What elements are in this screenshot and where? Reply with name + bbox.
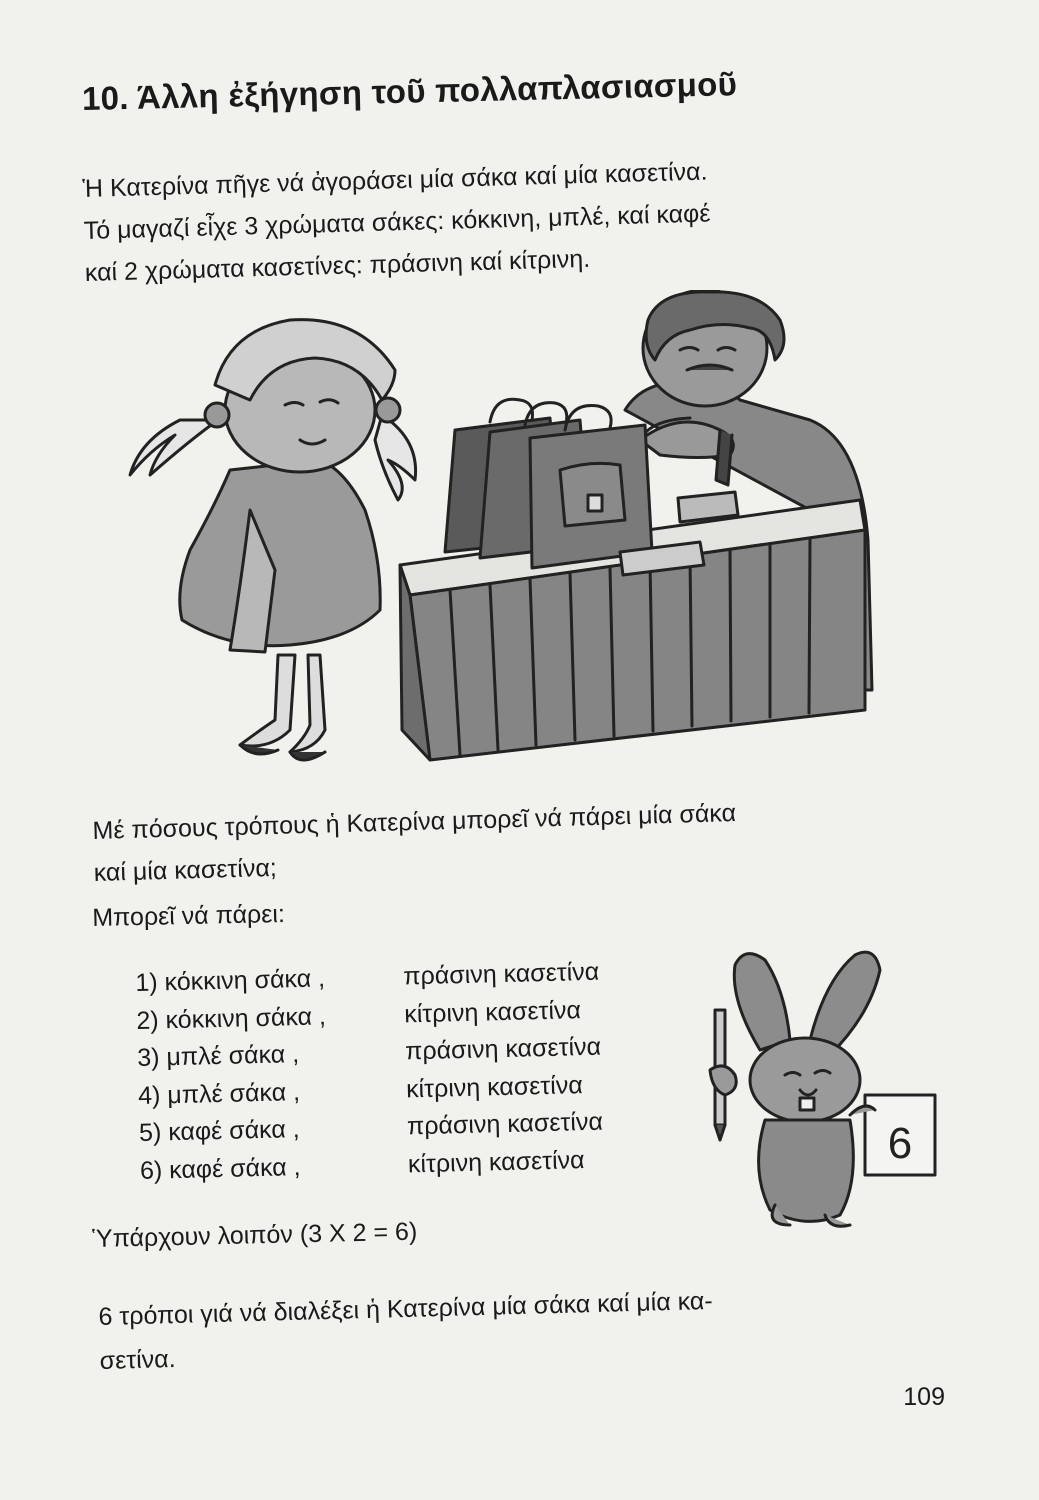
bunny-illustration [690, 940, 950, 1240]
girl-figure [130, 320, 416, 760]
conclusion-paragraph [98, 1279, 714, 1383]
case-option: πράσινη κασετίνα [406, 1107, 604, 1141]
section-title: 10. Άλλη ἐξήγηση τοῦ πολλαπλασιασμοῦ [81, 65, 738, 117]
bag-option: 2) κόκκινη σάκα , [136, 1002, 327, 1035]
can-take-label: Μπορεῖ νά πάρει: [92, 899, 286, 932]
intro-line: Τό μαγαζί εἶχε 3 χρώματα σάκες: κόκκινη, μπλέ, καί καφέ [83, 199, 711, 245]
intro-paragraph [82, 144, 945, 294]
case-option: πράσινη κασετίνα [404, 1032, 602, 1066]
case-option: κίτρινη κασετίνα [407, 1145, 585, 1179]
question-line: καί μία κασετίνα; [93, 853, 278, 887]
school-bags [445, 399, 652, 568]
case-option: κίτρινη κασετίνα [403, 995, 582, 1029]
question-line: Μέ πόσους τρόπους ἡ Κατερίνα μπορεῖ νά πάρει μία σάκα [92, 799, 737, 845]
intro-line: Ἡ Κατερίνα πῆγε νά ἀγοράσει μία σάκα καί μία κασετίνα. [82, 157, 708, 203]
combinations-list [135, 951, 700, 1190]
case-option: πράσινη κασετίνα [403, 957, 600, 991]
shop-illustration [120, 290, 910, 795]
case-option: κίτρινη κασετίνα [405, 1070, 584, 1104]
sign-number: 6 [887, 1119, 913, 1168]
bag-option: 1) κόκκινη σάκα , [135, 964, 326, 998]
therefore-line: Ὑπάρχουν λοιπόν (3 Χ 2 = 6) [92, 1217, 418, 1253]
page-number: 109 [903, 1383, 945, 1411]
bag-option: 4) μπλέ σάκα , [137, 1077, 301, 1110]
bag-option: 6) καφέ σάκα , [139, 1152, 301, 1185]
bag-option: 5) καφέ σάκα , [138, 1115, 300, 1148]
bag-option: 3) μπλέ σάκα , [136, 1040, 300, 1073]
conclusion-line: σετίνα. [99, 1344, 176, 1375]
intro-line: καί 2 χρώματα κασετίνες: πράσινη καί κίτρινη. [84, 244, 591, 287]
conclusion-line: 6 τρόποι γιά νά διαλέξει ἡ Κατερίνα μία σάκα καί μία κα- [98, 1286, 713, 1331]
question-paragraph [92, 792, 738, 894]
